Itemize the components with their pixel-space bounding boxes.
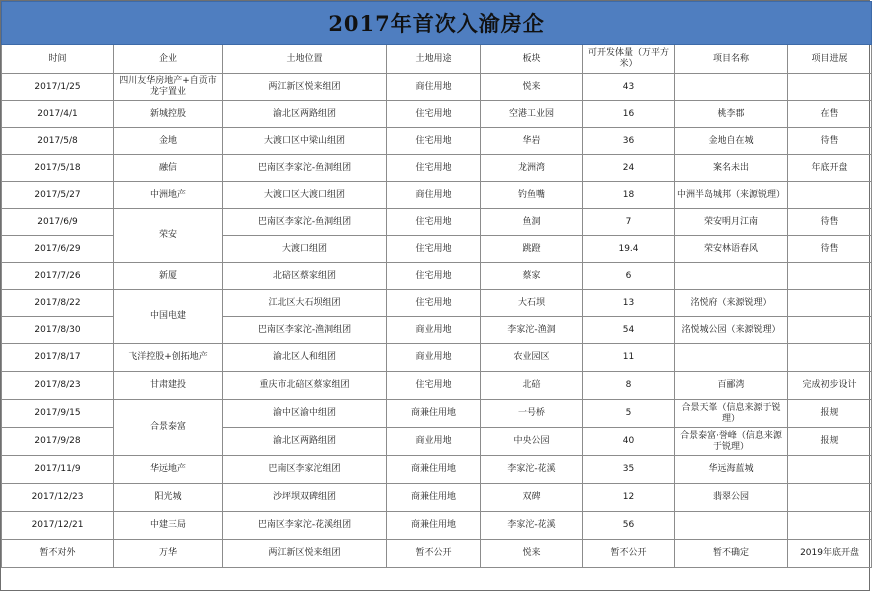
cell-location: 大渡口组团 (223, 236, 387, 263)
cell-company: 甘肃建投 (114, 372, 223, 400)
table-row (2, 128, 872, 155)
cell-time: 2017/8/30 (2, 317, 114, 344)
header-sector: 板块 (481, 45, 583, 74)
cell-location: 重庆市北碚区蔡家组团 (223, 372, 387, 400)
cell-location: 两江新区悦来组团 (223, 74, 387, 101)
table-row (2, 400, 872, 428)
cell-company: 四川友华房地产+自贡市龙宇置业 (114, 74, 223, 101)
cell-sector: 李家沱-渔洞 (481, 317, 583, 344)
table-row (2, 540, 872, 568)
cell-progress: 待售 (788, 209, 872, 236)
header-project: 项目名称 (675, 45, 788, 74)
cell-progress: 报规 (788, 428, 872, 456)
cell-sector: 大石坝 (481, 290, 583, 317)
header-company: 企业 (114, 45, 223, 74)
cell-sector: 钓鱼嘴 (481, 182, 583, 209)
cell-volume: 8 (583, 372, 675, 400)
cell-volume: 24 (583, 155, 675, 182)
cell-usage: 暂不公开 (387, 540, 481, 568)
cell-usage: 住宅用地 (387, 263, 481, 290)
developers-table (1, 1, 872, 568)
cell-time: 2017/5/27 (2, 182, 114, 209)
cell-volume: 16 (583, 101, 675, 128)
table-row (2, 512, 872, 540)
cell-volume: 54 (583, 317, 675, 344)
cell-progress (788, 344, 872, 372)
cell-time: 暂不对外 (2, 540, 114, 568)
cell-location: 大渡口区中梁山组团 (223, 128, 387, 155)
cell-project: 荣安林语春风 (675, 236, 788, 263)
cell-usage: 住宅用地 (387, 128, 481, 155)
cell-project (675, 263, 788, 290)
cell-time: 2017/9/28 (2, 428, 114, 456)
cell-project: 案名未出 (675, 155, 788, 182)
cell-usage: 商兼住用地 (387, 456, 481, 484)
cell-project: 百郦湾 (675, 372, 788, 400)
cell-company: 中建三局 (114, 512, 223, 540)
header-usage: 土地用途 (387, 45, 481, 74)
cell-progress: 报规 (788, 400, 872, 428)
cell-usage: 商住用地 (387, 74, 481, 101)
cell-volume: 7 (583, 209, 675, 236)
cell-location: 渝北区人和组团 (223, 344, 387, 372)
cell-time: 2017/4/1 (2, 101, 114, 128)
table-row (2, 182, 872, 209)
cell-location: 大渡口区大渡口组团 (223, 182, 387, 209)
table-row (2, 263, 872, 290)
cell-location: 巴南区李家沱组团 (223, 456, 387, 484)
cell-volume: 36 (583, 128, 675, 155)
cell-project: 翡翠公园 (675, 484, 788, 512)
cell-location: 江北区大石坝组团 (223, 290, 387, 317)
cell-company: 中国电建 (114, 290, 223, 344)
cell-sector: 双碑 (481, 484, 583, 512)
table-row (2, 155, 872, 182)
cell-sector: 李家沱-花溪 (481, 512, 583, 540)
cell-progress (788, 317, 872, 344)
cell-project: 合景天峯（信息来源于锐理） (675, 400, 788, 428)
cell-progress (788, 182, 872, 209)
cell-location: 渝中区渝中组团 (223, 400, 387, 428)
cell-company: 万华 (114, 540, 223, 568)
cell-usage: 商兼住用地 (387, 484, 481, 512)
cell-company: 荣安 (114, 209, 223, 263)
cell-sector: 农业园区 (481, 344, 583, 372)
cell-location: 沙坪坝双碑组团 (223, 484, 387, 512)
cell-project: 金地自在城 (675, 128, 788, 155)
cell-project: 洺悦府（来源锐理） (675, 290, 788, 317)
cell-location: 两江新区悦来组团 (223, 540, 387, 568)
cell-time: 2017/8/17 (2, 344, 114, 372)
cell-volume: 56 (583, 512, 675, 540)
cell-company: 融信 (114, 155, 223, 182)
cell-sector: 北碚 (481, 372, 583, 400)
cell-sector: 跳蹬 (481, 236, 583, 263)
cell-company: 飞洋控股+创拓地产 (114, 344, 223, 372)
cell-location: 巴南区李家沱-花溪组团 (223, 512, 387, 540)
cell-project (675, 512, 788, 540)
cell-project: 合景泰富·誉峰（信息来源于锐理） (675, 428, 788, 456)
cell-progress: 年底开盘 (788, 155, 872, 182)
cell-time: 2017/8/23 (2, 372, 114, 400)
cell-progress: 在售 (788, 101, 872, 128)
cell-usage: 住宅用地 (387, 372, 481, 400)
cell-company: 华远地产 (114, 456, 223, 484)
cell-time: 2017/6/29 (2, 236, 114, 263)
cell-company: 新城控股 (114, 101, 223, 128)
cell-location: 北碚区蔡家组团 (223, 263, 387, 290)
cell-company: 阳光城 (114, 484, 223, 512)
cell-time: 2017/8/22 (2, 290, 114, 317)
cell-project: 中洲半岛城邦（来源锐理） (675, 182, 788, 209)
cell-project: 荣安明月江南 (675, 209, 788, 236)
header-time: 时间 (2, 45, 114, 74)
cell-volume: 暂不公开 (583, 540, 675, 568)
cell-usage: 商兼住用地 (387, 512, 481, 540)
cell-progress (788, 74, 872, 101)
cell-progress (788, 290, 872, 317)
cell-time: 2017/12/21 (2, 512, 114, 540)
cell-company: 金地 (114, 128, 223, 155)
cell-time: 2017/5/18 (2, 155, 114, 182)
cell-time: 2017/9/15 (2, 400, 114, 428)
header-location: 土地位置 (223, 45, 387, 74)
cell-time: 2017/7/26 (2, 263, 114, 290)
table-row (2, 101, 872, 128)
table-row (2, 344, 872, 372)
header-progress: 项目进展 (788, 45, 872, 74)
cell-location: 巴南区李家沱-鱼洞组团 (223, 155, 387, 182)
header-volume: 可开发体量（万平方米） (583, 45, 675, 74)
cell-company: 中洲地产 (114, 182, 223, 209)
header-row (2, 45, 872, 74)
cell-usage: 住宅用地 (387, 209, 481, 236)
cell-usage: 住宅用地 (387, 290, 481, 317)
table-row (2, 209, 872, 236)
cell-progress: 待售 (788, 236, 872, 263)
cell-sector: 蔡家 (481, 263, 583, 290)
cell-project: 洺悦城公园（来源锐理） (675, 317, 788, 344)
cell-sector: 龙洲湾 (481, 155, 583, 182)
table-row (2, 290, 872, 317)
cell-progress: 2019年底开盘 (788, 540, 872, 568)
cell-progress (788, 484, 872, 512)
cell-usage: 商住用地 (387, 182, 481, 209)
cell-time: 2017/12/23 (2, 484, 114, 512)
cell-volume: 35 (583, 456, 675, 484)
cell-sector: 一号桥 (481, 400, 583, 428)
cell-project: 暂不确定 (675, 540, 788, 568)
cell-company: 合景泰富 (114, 400, 223, 456)
cell-volume: 13 (583, 290, 675, 317)
cell-volume: 12 (583, 484, 675, 512)
cell-volume: 19.4 (583, 236, 675, 263)
cell-progress: 待售 (788, 128, 872, 155)
table-row (2, 456, 872, 484)
cell-sector: 悦来 (481, 74, 583, 101)
cell-location: 渝北区两路组团 (223, 101, 387, 128)
cell-location: 巴南区李家沱-鱼洞组团 (223, 209, 387, 236)
cell-usage: 商业用地 (387, 344, 481, 372)
cell-time: 2017/6/9 (2, 209, 114, 236)
cell-location: 渝北区两路组团 (223, 428, 387, 456)
cell-usage: 商业用地 (387, 428, 481, 456)
cell-time: 2017/1/25 (2, 74, 114, 101)
cell-volume: 18 (583, 182, 675, 209)
cell-usage: 住宅用地 (387, 236, 481, 263)
cell-time: 2017/5/8 (2, 128, 114, 155)
cell-sector: 华岩 (481, 128, 583, 155)
cell-usage: 住宅用地 (387, 101, 481, 128)
cell-volume: 5 (583, 400, 675, 428)
cell-company: 新厦 (114, 263, 223, 290)
cell-volume: 6 (583, 263, 675, 290)
cell-location: 巴南区李家沱-渔洞组团 (223, 317, 387, 344)
cell-sector: 空港工业园 (481, 101, 583, 128)
cell-project: 华远海蓝城 (675, 456, 788, 484)
cell-sector: 李家沱-花溪 (481, 456, 583, 484)
cell-progress (788, 456, 872, 484)
cell-usage: 商兼住用地 (387, 400, 481, 428)
cell-time: 2017/11/9 (2, 456, 114, 484)
cell-project: 桃李郡 (675, 101, 788, 128)
cell-volume: 43 (583, 74, 675, 101)
cell-sector: 悦来 (481, 540, 583, 568)
cell-progress: 完成初步设计 (788, 372, 872, 400)
cell-project (675, 344, 788, 372)
cell-usage: 住宅用地 (387, 155, 481, 182)
table-row (2, 74, 872, 101)
cell-progress (788, 512, 872, 540)
cell-progress (788, 263, 872, 290)
cell-project (675, 74, 788, 101)
table-row (2, 372, 872, 400)
cell-usage: 商业用地 (387, 317, 481, 344)
cell-volume: 40 (583, 428, 675, 456)
cell-volume: 11 (583, 344, 675, 372)
table-row (2, 484, 872, 512)
table-title: 2017年首次入渝房企 (2, 2, 872, 45)
cell-sector: 鱼洞 (481, 209, 583, 236)
cell-sector: 中央公园 (481, 428, 583, 456)
